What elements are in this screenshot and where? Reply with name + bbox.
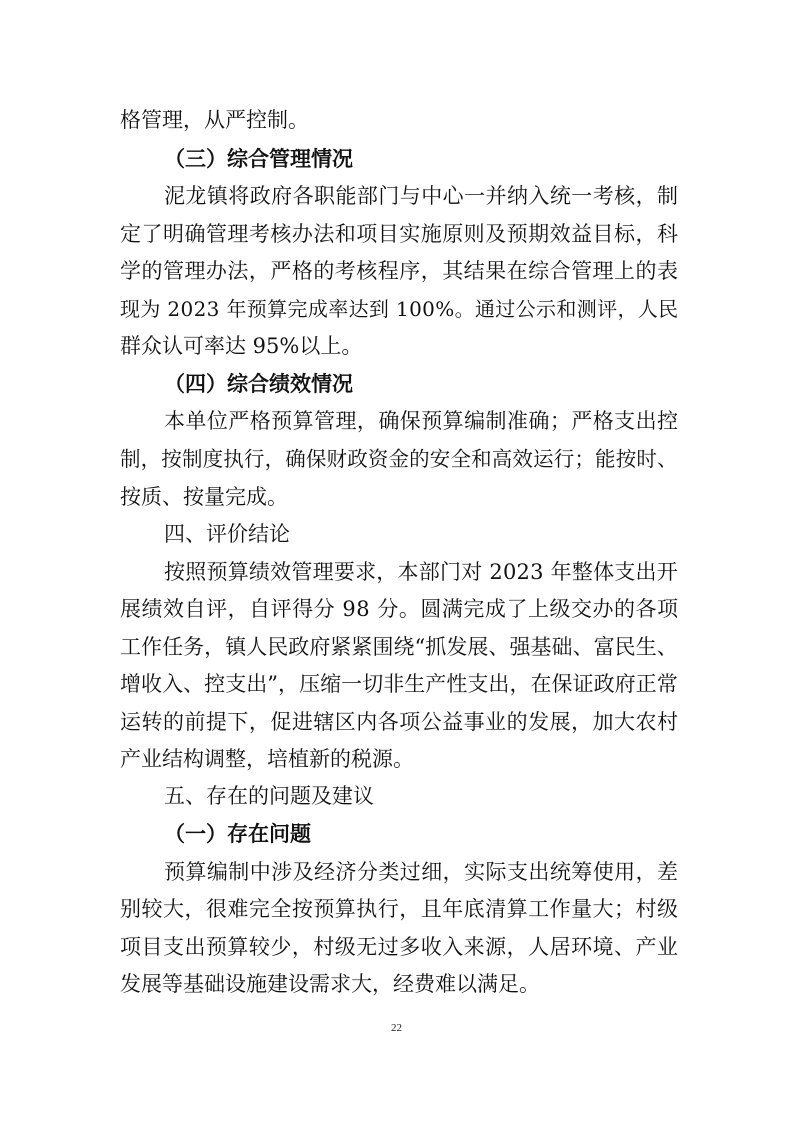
page-number: 22 [391, 1022, 402, 1034]
paragraph-line: 项目支出预算较少，村级无过多收入来源，人居环境、产业 [120, 935, 679, 959]
paragraph-line: 预算编制中涉及经济分类过细，实际支出统筹使用，差 [164, 860, 679, 884]
paragraph-line: 本单位严格预算管理，确保预算编制准确；严格支出控 [164, 409, 679, 433]
section-heading: （三）综合管理情况 [164, 147, 353, 171]
paragraph-line: 格管理，从严控制。 [120, 108, 309, 132]
paragraph-line: 工作任务，镇人民政府紧紧围绕“抓发展、强基础、富民生、 [120, 635, 678, 659]
paragraph-line: 制，按制度执行，确保财政资金的安全和高效运行；能按时、 [120, 447, 678, 471]
paragraph-line: 学的管理办法，严格的考核程序，其结果在综合管理上的表 [120, 259, 679, 283]
paragraph-line: 按质、按量完成。 [120, 485, 288, 509]
paragraph-line: 群众认可率达 95%以上。 [120, 334, 363, 358]
section-heading: 四、评价结论 [164, 522, 290, 546]
paragraph-line: 展绩效自评，自评得分 98 分。圆满完成了上级交办的各项 [120, 597, 679, 621]
section-heading: 五、存在的问题及建议 [164, 784, 374, 808]
paragraph-line: 运转的前提下，促进辖区内各项公益事业的发展，加大农村 [120, 710, 679, 734]
section-heading: （一）存在问题 [164, 822, 311, 846]
paragraph-line: 别较大，很难完全按预算执行，且年底清算工作量大；村级 [120, 897, 679, 921]
paragraph-line: 产业结构调整，培植新的税源。 [120, 747, 414, 771]
paragraph-line: 定了明确管理考核办法和项目实施原则及预期效益目标，科 [120, 222, 679, 246]
paragraph-line: 按照预算绩效管理要求，本部门对 2023 年整体支出开 [164, 560, 679, 584]
paragraph-line: 发展等基础设施建设需求大，经费难以满足。 [120, 972, 540, 996]
paragraph-line: 增收入、控支出”，压缩一切非生产性支出，在保证政府正常 [120, 672, 678, 696]
paragraph-line: 泥龙镇将政府各职能部门与中心一并纳入统一考核，制 [164, 184, 679, 208]
section-heading: （四）综合绩效情况 [164, 372, 353, 396]
paragraph-line: 现为 2023 年预算完成率达到 100%。通过公示和测评，人民 [120, 297, 679, 321]
